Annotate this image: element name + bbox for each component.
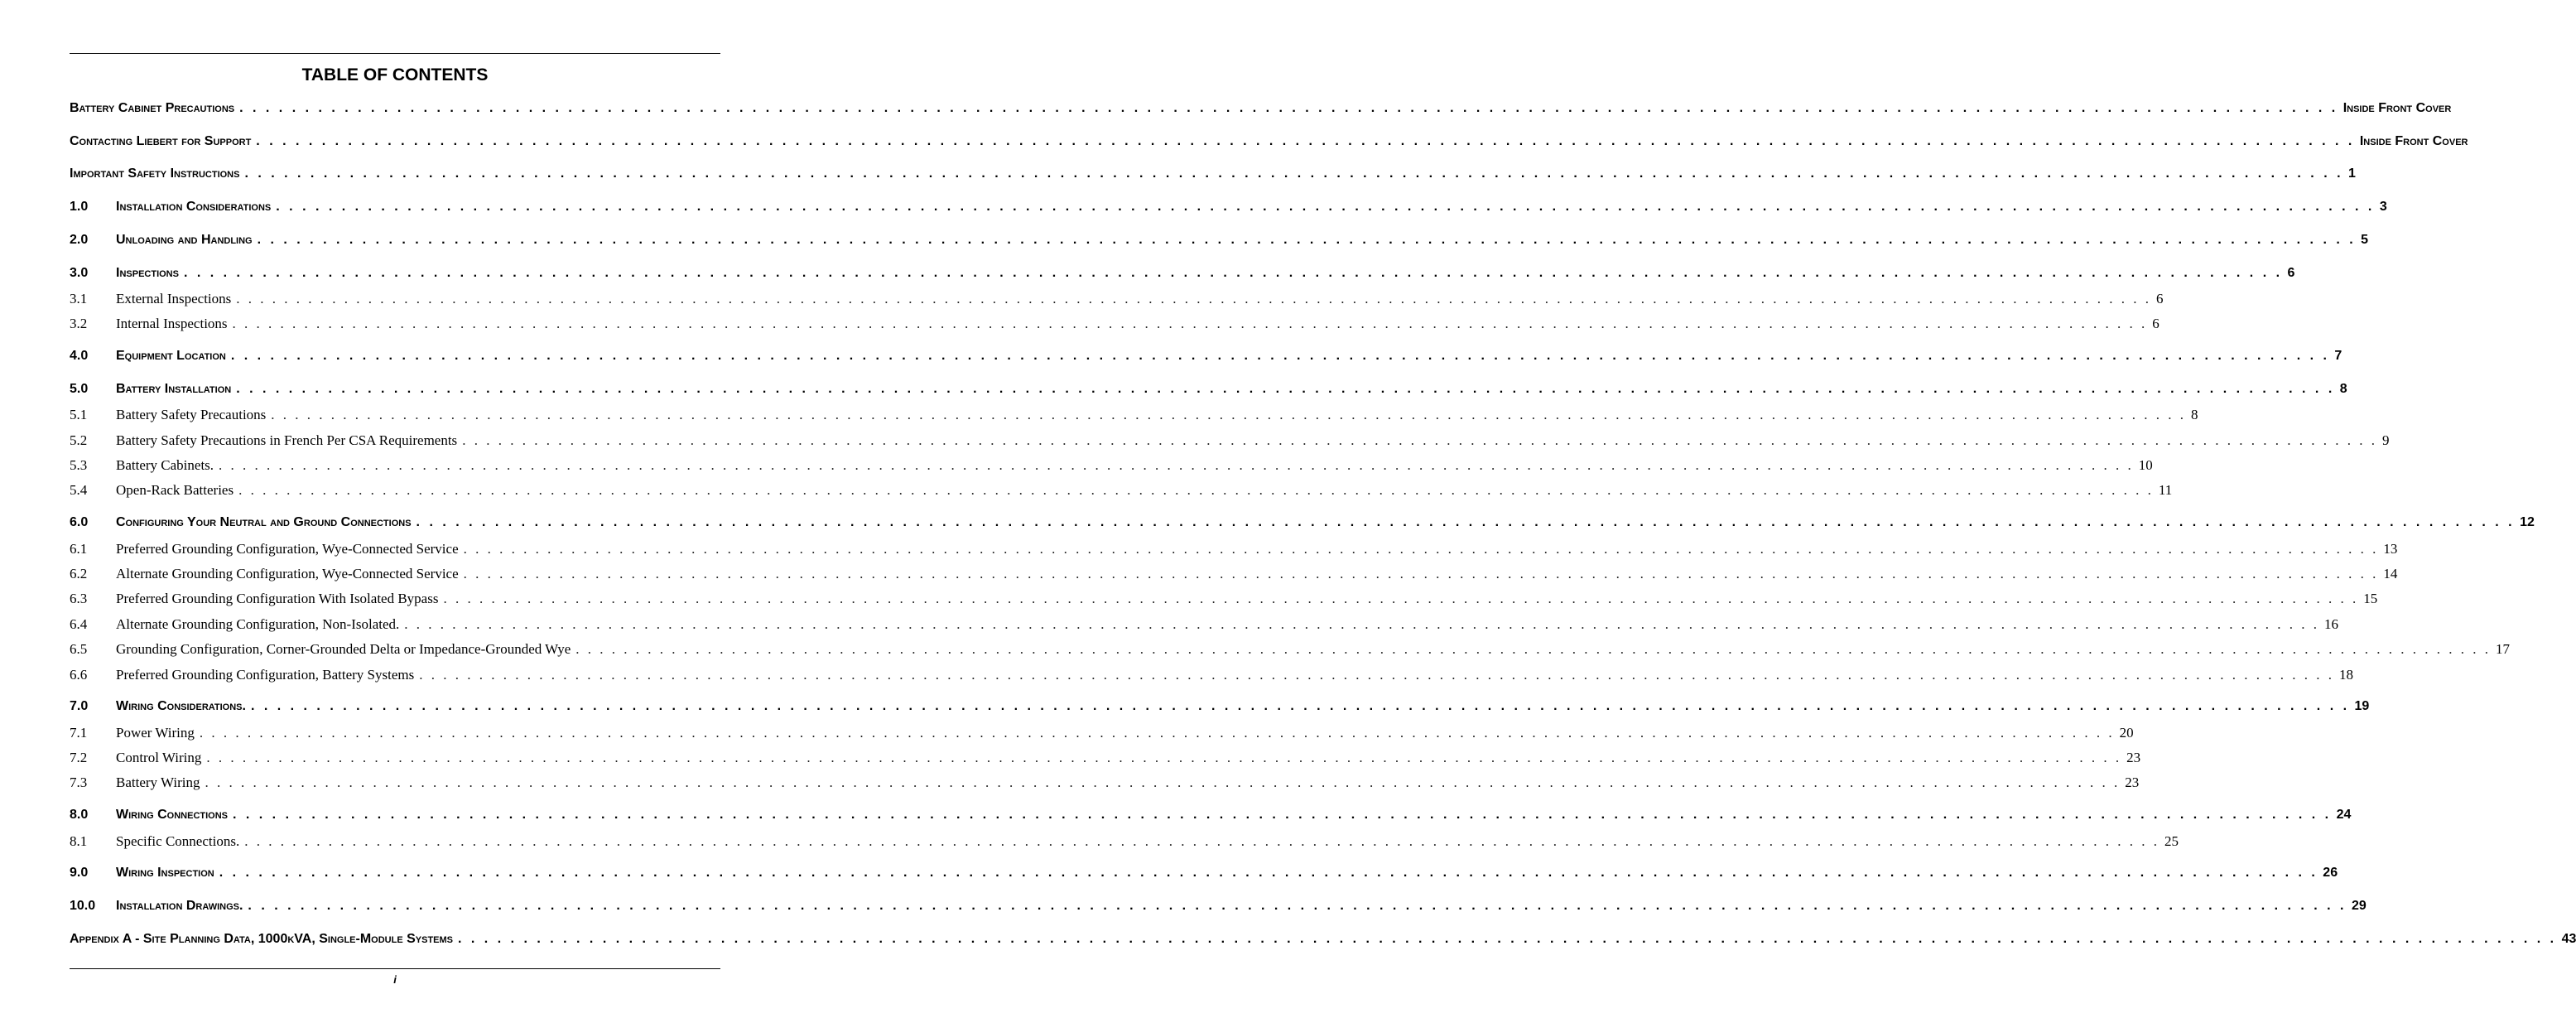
toc-entry-label: Inspections — [116, 266, 179, 280]
toc-entry-label: Installation Considerations — [116, 200, 272, 214]
dot-leader: . . . . . . . . . . . . . . . . . . . . . . . . . . . . . . . . . . . . . . . . . . . . . . . . . . . . . . . . . . . . . . . . . . . . . . . . . . . . . . . . . . . . . . . . . . . . . . . . . . . . . . . . . . . . . . . . . . . . . . . . . . . . . . . . . . . . . . . . . . . . . . . . . . . . . . . . . . . . . . . . — [443, 591, 2359, 606]
toc-subentry[interactable] — [70, 457, 2153, 477]
toc-entry-page: 1 — [2348, 166, 2356, 181]
toc-entry-number: 6.3 — [70, 591, 88, 606]
dot-leader: . . . . . . . . . . . . . . . . . . . . . . . . . . . . . . . . . . . . . . . . . . . . . . . . . . . . . . . . . . . . . . . . . . . . . . . . . . . . . . . . . . . . . . . . . . . . . . . . . . . . . . . . . . . . . . . . . . . . . . . . . . . . . . . . . . . . . . . . . . . . . . . . . . . . . . . . . . . . . . . . — [419, 667, 2334, 683]
toc-entry-label: Control Wiring — [116, 750, 202, 765]
toc-entry-number: 8.1 — [70, 833, 88, 849]
toc-entry-number: 9.0 — [70, 866, 89, 880]
toc-entry-label: Battery Cabinet Precautions — [70, 101, 235, 115]
toc-entry-page: 5 — [2361, 233, 2369, 247]
toc-subentry[interactable] — [70, 541, 2398, 561]
toc-entry[interactable] — [70, 166, 2356, 186]
toc-subentry[interactable] — [70, 833, 2179, 853]
toc-entry-label: Contacting Liebert for Support — [70, 134, 252, 148]
dot-leader: . . . . . . . . . . . . . . . . . . . . . . . . . . . . . . . . . . . . . . . . . . . . . . . . . . . . . . . . . . . . . . . . . . . . . . . . . . . . . . . . . . . . . . . . . . . . . . . . . . . . . . . . . . . . . . . . . . . . . . . . . . . . . . . . . . . . . . . . . . . . . . . . . . . . . . . . . . . . . . . . — [276, 200, 2375, 214]
toc-entry[interactable] — [70, 101, 2452, 121]
toc-entry-number: 4.0 — [70, 349, 89, 363]
toc-entry-label: Grounding Configuration, Corner-Grounded Delta or Impedance-Grounded Wye — [116, 641, 571, 657]
toc-entry-label: Equipment Location — [116, 349, 226, 363]
toc-entry-label: Preferred Grounding Configuration, Wye-Connected Service — [116, 541, 459, 557]
toc-entry-label: Appendix A - Site Planning Data, 1000kVA, Single-Module Systems — [70, 932, 454, 946]
toc-entry-label: Battery Wiring — [116, 774, 200, 790]
dot-leader: . . . . . . . . . . . . . . . . . . . . . . . . . . . . . . . . . . . . . . . . . . . . . . . . . . . . . . . . . . . . . . . . . . . . . . . . . . . . . . . . . . . . . . . . . . . . . . . . . . . . . . . . . . . . . . . . . . . . . . . . . . . . . . . . . . . . . . . . . . . . . . . . . . . . . . . . . . . . . . . . — [219, 866, 2318, 880]
toc-entry-label: Battery Safety Precautions in French Per CSA Requirements — [116, 432, 458, 448]
toc-entry-page: 17 — [2496, 641, 2510, 657]
toc-subentry[interactable] — [70, 291, 2164, 311]
toc-entry-number: 6.0 — [70, 515, 89, 529]
dot-leader: . . . . . . . . . . . . . . . . . . . . . . . . . . . . . . . . . . . . . . . . . . . . . . . . . . . . . . . . . . . . . . . . . . . . . . . . . . . . . . . . . . . . . . . . . . . . . . . . . . . . . . . . . . . . . . . . . . . . . . . . . . . . . . . . . . . . . . . . . . . . . . . . . . . . . . . . . . . . . . . . — [206, 750, 2122, 765]
toc-entry-number: 5.3 — [70, 457, 88, 473]
toc-entry-label: Configuring Your Neutral and Ground Connections — [116, 515, 412, 529]
dot-leader: . . . . . . . . . . . . . . . . . . . . . . . . . . . . . . . . . . . . . . . . . . . . . . . . . . . . . . . . . . . . . . . . . . . . . . . . . . . . . . . . . . . . . . . . . . . . . . . . . . . . . . . . . . . . . . . . . . . . . . . . . . . . . . . . . . . . . . . . . . . . . . . . . . . . . . . . . . . . . . . . — [257, 233, 2357, 247]
toc-entry-page: 9 — [2381, 432, 2390, 448]
toc-entry-page: 16 — [2324, 616, 2339, 632]
bottom-rule — [70, 968, 720, 969]
toc-entry-label: Alternate Grounding Configuration, Non-Isolated. — [116, 616, 400, 632]
toc-entry[interactable] — [70, 382, 2347, 402]
toc-entry-number: 5.4 — [70, 482, 88, 498]
dot-leader: . . . . . . . . . . . . . . . . . . . . . . . . . . . . . . . . . . . . . . . . . . . . . . . . . . . . . . . . . . . . . . . . . . . . . . . . . . . . . . . . . . . . . . . . . . . . . . . . . . . . . . . . . . . . . . . . . . . . . . . . . . . . . . . . . . . . . . . . . . . . . . . . . . . . . . . . . . . . . . . . — [230, 349, 2330, 363]
toc-subentry[interactable] — [70, 774, 2140, 794]
dot-leader: . . . . . . . . . . . . . . . . . . . . . . . . . . . . . . . . . . . . . . . . . . . . . . . . . . . . . . . . . . . . . . . . . . . . . . . . . . . . . . . . . . . . . . . . . . . . . . . . . . . . . . . . . . . . . . . . . . . . . . . . . . . . . . . . . . . . . . . . . . . . . . . . . . . . . . . . . . . . . . . . — [238, 482, 2154, 498]
toc-subentry[interactable] — [70, 566, 2398, 586]
toc-entry-page: 8 — [2339, 382, 2347, 396]
toc-entry[interactable] — [70, 866, 2338, 885]
toc-entry-page: 8 — [2191, 407, 2198, 422]
toc-entry-number: 6.5 — [70, 641, 88, 657]
toc-entry-page: 7 — [2334, 349, 2342, 363]
dot-leader: . . . . . . . . . . . . . . . . . . . . . . . . . . . . . . . . . . . . . . . . . . . . . . . . . . . . . . . . . . . . . . . . . . . . . . . . . . . . . . . . . . . . . . . . . . . . . . . . . . . . . . . . . . . . . . . . . . . . . . . . . . . . . . . . . . . . . . . . . . . . . . . . . . . . . . . . . . . . . . . . — [462, 432, 2377, 448]
toc-entry-number: 5.1 — [70, 407, 88, 422]
toc-entry[interactable] — [70, 200, 2387, 220]
toc-entry-page: 10 — [2138, 457, 2153, 473]
dot-leader: . . . . . . . . . . . . . . . . . . . . . . . . . . . . . . . . . . . . . . . . . . . . . . . . . . . . . . . . . . . . . . . . . . . . . . . . . . . . . . . . . . . . . . . . . . . . . . . . . . . . . . . . . . . . . . . . . . . . . . . . . . . . . . . . . . . . . . . . . . . . . . . . . . . . . . . . . . . . . . . . — [236, 291, 2152, 306]
toc-subentry[interactable] — [70, 667, 2353, 687]
toc-subentry[interactable] — [70, 316, 2160, 335]
dot-leader: . . . . . . . . . . . . . . . . . . . . . . . . . . . . . . . . . . . . . . . . . . . . . . . . . . . . . . . . . . . . . . . . . . . . . . . . . . . . . . . . . . . . . . . . . . . . . . . . . . . . . . . . . . . . . . . . . . . . . . . . . . . . . . . . . . . . . . . . . . . . . . . . . . . . . . . . . . . . . . . . — [250, 699, 2350, 713]
toc-entry-number: 3.1 — [70, 291, 88, 306]
toc-entry-number: 6.6 — [70, 667, 88, 683]
toc-subentry[interactable] — [70, 641, 2510, 661]
toc-entry-label: Preferred Grounding Configuration, Battery Systems — [116, 667, 415, 683]
toc-entry[interactable] — [70, 134, 2468, 154]
toc-entry[interactable] — [70, 808, 2352, 828]
dot-leader: . . . . . . . . . . . . . . . . . . . . . . . . . . . . . . . . . . . . . . . . . . . . . . . . . . . . . . . . . . . . . . . . . . . . . . . . . . . . . . . . . . . . . . . . . . . . . . . . . . . . . . . . . . . . . . . . . . . . . . . . . . . . . . . . . . . . . . . . . . . . . . . . . . . . . . . . . . . . . . . . — [404, 616, 2320, 632]
dot-leader: . . . . . . . . . . . . . . . . . . . . . . . . . . . . . . . . . . . . . . . . . . . . . . . . . . . . . . . . . . . . . . . . . . . . . . . . . . . . . . . . . . . . . . . . . . . . . . . . . . . . . . . . . . . . . . . . . . . . . . . . . . . . . . . . . . . . . . . . . . . . . . . . . . . . . . . . . . . . . . . . — [463, 566, 2379, 581]
toc-entry[interactable] — [70, 899, 2367, 919]
toc-entry-number: 7.1 — [70, 725, 88, 741]
toc-entry-page: 19 — [2354, 699, 2370, 713]
dot-leader: . . . . . . . . . . . . . . . . . . . . . . . . . . . . . . . . . . . . . . . . . . . . . . . . . . . . . . . . . . . . . . . . . . . . . . . . . . . . . . . . . . . . . . . . . . . . . . . . . . . . . . . . . . . . . . . . . . . . . . . . . . . . . . . . . . . . . . . . . . . . . . . . . . . . . . . . . . . . . . . . — [463, 541, 2379, 557]
toc-entry-label: Power Wiring — [116, 725, 195, 741]
toc-subentry[interactable] — [70, 407, 2198, 427]
dot-leader: . . . . . . . . . . . . . . . . . . . . . . . . . . . . . . . . . . . . . . . . . . . . . . . . . . . . . . . . . . . . . . . . . . . . . . . . . . . . . . . . . . . . . . . . . . . . . . . . . . . . . . . . . . . . . . . . . . . . . . . . . . . . . . . . . . . . . . . . . . . . . . . . . . . . . . . . . . . . . . . . — [199, 725, 2115, 741]
dot-leader: . . . . . . . . . . . . . . . . . . . . . . . . . . . . . . . . . . . . . . . . . . . . . . . . . . . . . . . . . . . . . . . . . . . . . . . . . . . . . . . . . . . . . . . . . . . . . . . . . . . . . . . . . . . . . . . . . . . . . . . . . . . . . . . . . . . . . . . . . . . . . . . . . . . . . . . . . . . . . . . . — [219, 457, 2134, 473]
toc-entry-label: Specific Connections. — [116, 833, 240, 849]
toc-entry-number: 1.0 — [70, 200, 89, 214]
toc-subentry[interactable] — [70, 750, 2141, 770]
dot-leader: . . . . . . . . . . . . . . . . . . . . . . . . . . . . . . . . . . . . . . . . . . . . . . . . . . . . . . . . . . . . . . . . . . . . . . . . . . . . . . . . . . . . . . . . . . . . . . . . . . . . . . . . . . . . . . . . . . . . . . . . . . . . . . . . . . . . . . . . . . . . . . . . . . . . . . . . . . . . . . . . — [232, 316, 2148, 331]
dot-leader: . . . . . . . . . . . . . . . . . . . . . . . . . . . . . . . . . . . . . . . . . . . . . . . . . . . . . . . . . . . . . . . . . . . . . . . . . . . . . . . . . . . . . . . . . . . . . . . . . . . . . . . . . . . . . . . . . . . . . . . . . . . . . . . . . . . . . . . . . . . . . . . . . . . . . . . . . . . . . . . . — [236, 382, 2335, 396]
toc-entry-number: 6.4 — [70, 616, 88, 632]
toc-entry-page: Inside Front Cover — [2359, 134, 2468, 148]
toc-entry-number: 7.0 — [70, 699, 89, 713]
toc-entry-number: 7.3 — [70, 774, 88, 790]
toc-entry-label: Alternate Grounding Configuration, Wye-Connected Service — [116, 566, 459, 581]
dot-leader: . . . . . . . . . . . . . . . . . . . . . . . . . . . . . . . . . . . . . . . . . . . . . . . . . . . . . . . . . . . . . . . . . . . . . . . . . . . . . . . . . . . . . . . . . . . . . . . . . . . . . . . . . . . . . . . . . . . . . . . . . . . . . . . . . . . . . . . . . . . . . . . . . . . . . . . . . . . . . . . . — [416, 515, 2516, 529]
dot-leader: . . . . . . . . . . . . . . . . . . . . . . . . . . . . . . . . . . . . . . . . . . . . . . . . . . . . . . . . . . . . . . . . . . . . . . . . . . . . . . . . . . . . . . . . . . . . . . . . . . . . . . . . . . . . . . . . . . . . . . . . . . . . . . . . . . . . . . . . . . . . . . . . . . . . . . . . . . . . . . . . — [239, 101, 2338, 115]
toc-entry-page: 26 — [2323, 866, 2338, 880]
dot-leader: . . . . . . . . . . . . . . . . . . . . . . . . . . . . . . . . . . . . . . . . . . . . . . . . . . . . . . . . . . . . . . . . . . . . . . . . . . . . . . . . . . . . . . . . . . . . . . . . . . . . . . . . . . . . . . . . . . . . . . . . . . . . . . . . . . . . . . . . . . . . . . . . . . . . . . . . . . . . . . . . — [458, 932, 2557, 946]
toc-entry[interactable] — [70, 266, 2295, 286]
toc-entry-label: Wiring Considerations. — [116, 699, 246, 713]
toc-entry-page: 29 — [2351, 899, 2367, 913]
toc-entry-page: 6 — [2152, 316, 2160, 331]
toc-subentry[interactable] — [70, 432, 2390, 452]
dot-leader: . . . . . . . . . . . . . . . . . . . . . . . . . . . . . . . . . . . . . . . . . . . . . . . . . . . . . . . . . . . . . . . . . . . . . . . . . . . . . . . . . . . . . . . . . . . . . . . . . . . . . . . . . . . . . . . . . . . . . . . . . . . . . . . . . . . . . . . . . . . . . . . . . . . . . . . . . . . . . . . . — [244, 833, 2160, 849]
toc-entry-page: 3 — [2379, 200, 2387, 214]
toc-entry[interactable] — [70, 515, 2535, 535]
toc-entry[interactable] — [70, 233, 2369, 253]
dot-leader: . . . . . . . . . . . . . . . . . . . . . . . . . . . . . . . . . . . . . . . . . . . . . . . . . . . . . . . . . . . . . . . . . . . . . . . . . . . . . . . . . . . . . . . . . . . . . . . . . . . . . . . . . . . . . . . . . . . . . . . . . . . . . . . . . . . . . . . . . . . . . . . . . . . . . . . . . . . . . . . . — [183, 266, 2283, 280]
toc-entry-page: 12 — [2520, 515, 2535, 529]
toc-entry-page: 23 — [2126, 750, 2141, 765]
toc-entry-label: Important Safety Instructions — [70, 166, 240, 181]
dot-leader: . . . . . . . . . . . . . . . . . . . . . . . . . . . . . . . . . . . . . . . . . . . . . . . . . . . . . . . . . . . . . . . . . . . . . . . . . . . . . . . . . . . . . . . . . . . . . . . . . . . . . . . . . . . . . . . . . . . . . . . . . . . . . . . . . . . . . . . . . . . . . . . . . . . . . . . . . . . . . . . . — [271, 407, 2187, 422]
toc-entry-label: External Inspections — [116, 291, 232, 306]
toc-entry-number: 5.2 — [70, 432, 88, 448]
toc-entry-page: 43 — [2561, 932, 2576, 946]
toc-entry-page: 25 — [2164, 833, 2179, 849]
toc-title: TABLE OF CONTENTS — [301, 65, 489, 84]
toc-entry-number: 5.0 — [70, 382, 89, 396]
toc-entry-page: 18 — [2339, 667, 2353, 683]
toc-entry-page: 20 — [2119, 725, 2134, 741]
toc-subentry[interactable] — [70, 482, 2173, 502]
page-number: i — [393, 973, 397, 986]
toc-entry-number: 8.0 — [70, 808, 89, 822]
toc-entry-label: Preferred Grounding Configuration With Isolated Bypass — [116, 591, 439, 606]
toc-entry-label: Internal Inspections — [116, 316, 228, 331]
toc-entry-label: Battery Installation — [116, 382, 232, 396]
toc-entry-number: 3.0 — [70, 266, 89, 280]
toc-entry-page: Inside Front Cover — [2342, 101, 2452, 115]
toc-subentry[interactable] — [70, 616, 2339, 636]
toc-entry-label: Installation Drawings. — [116, 899, 243, 913]
toc-subentry[interactable] — [70, 591, 2378, 610]
toc-entry-label: Wiring Connections — [116, 808, 228, 822]
toc-entry[interactable] — [70, 349, 2342, 369]
toc-entry-label: Wiring Inspection — [116, 866, 214, 880]
dot-leader: . . . . . . . . . . . . . . . . . . . . . . . . . . . . . . . . . . . . . . . . . . . . . . . . . . . . . . . . . . . . . . . . . . . . . . . . . . . . . . . . . . . . . . . . . . . . . . . . . . . . . . . . . . . . . . . . . . . . . . . . . . . . . . . . . . . . . . . . . . . . . . . . . . . . . . . . . . . . . . . . — [205, 774, 2121, 790]
toc-entry-page: 14 — [2383, 566, 2398, 581]
toc-entry-number: 7.2 — [70, 750, 88, 765]
toc-entry-number: 6.1 — [70, 541, 88, 557]
toc-entry-number: 3.2 — [70, 316, 88, 331]
toc-entry-page: 6 — [2287, 266, 2295, 280]
toc-entry-page: 6 — [2156, 291, 2164, 306]
dot-leader: . . . . . . . . . . . . . . . . . . . . . . . . . . . . . . . . . . . . . . . . . . . . . . . . . . . . . . . . . . . . . . . . . . . . . . . . . . . . . . . . . . . . . . . . . . . . . . . . . . . . . . . . . . . . . . . . . . . . . . . . . . . . . . . . . . . . . . . . . . . . . . . . . . . . . . . . . . . . . . . . — [244, 166, 2344, 181]
top-rule — [70, 53, 720, 54]
toc-entry[interactable] — [70, 699, 2370, 719]
toc-entry-number: 2.0 — [70, 233, 89, 247]
toc-entry-page: 11 — [2158, 482, 2173, 498]
toc-entry-label: Battery Safety Precautions — [116, 407, 267, 422]
toc-subentry[interactable] — [70, 725, 2134, 745]
toc-entry-page: 24 — [2336, 808, 2352, 822]
dot-leader: . . . . . . . . . . . . . . . . . . . . . . . . . . . . . . . . . . . . . . . . . . . . . . . . . . . . . . . . . . . . . . . . . . . . . . . . . . . . . . . . . . . . . . . . . . . . . . . . . . . . . . . . . . . . . . . . . . . . . . . . . . . . . . . . . . . . . . . . . . . . . . . . . . . . . . . . . . . . . . . . — [256, 134, 2355, 148]
toc-entry-label: Open-Rack Batteries — [116, 482, 234, 498]
dot-leader: . . . . . . . . . . . . . . . . . . . . . . . . . . . . . . . . . . . . . . . . . . . . . . . . . . . . . . . . . . . . . . . . . . . . . . . . . . . . . . . . . . . . . . . . . . . . . . . . . . . . . . . . . . . . . . . . . . . . . . . . . . . . . . . . . . . . . . . . . . . . . . . . . . . . . . . . . . . . . . . . — [233, 808, 2332, 822]
toc-entry[interactable] — [70, 932, 2576, 952]
toc-entry-page: 13 — [2383, 541, 2398, 557]
toc-entry-label: Unloading and Handling — [116, 233, 253, 247]
toc-entry-number: 6.2 — [70, 566, 88, 581]
toc-entry-page: 23 — [2125, 774, 2140, 790]
toc-entry-number: 10.0 — [70, 899, 96, 913]
toc-entry-page: 15 — [2363, 591, 2378, 606]
dot-leader: . . . . . . . . . . . . . . . . . . . . . . . . . . . . . . . . . . . . . . . . . . . . . . . . . . . . . . . . . . . . . . . . . . . . . . . . . . . . . . . . . . . . . . . . . . . . . . . . . . . . . . . . . . . . . . . . . . . . . . . . . . . . . . . . . . . . . . . . . . . . . . . . . . . . . . . . . . . . . . . . — [248, 899, 2347, 913]
toc-entry-label: Battery Cabinets. — [116, 457, 214, 473]
dot-leader: . . . . . . . . . . . . . . . . . . . . . . . . . . . . . . . . . . . . . . . . . . . . . . . . . . . . . . . . . . . . . . . . . . . . . . . . . . . . . . . . . . . . . . . . . . . . . . . . . . . . . . . . . . . . . . . . . . . . . . . . . . . . . . . . . . . . . . . . . . . . . . . . . . . . . . . . . . . . . . . . — [575, 641, 2491, 657]
